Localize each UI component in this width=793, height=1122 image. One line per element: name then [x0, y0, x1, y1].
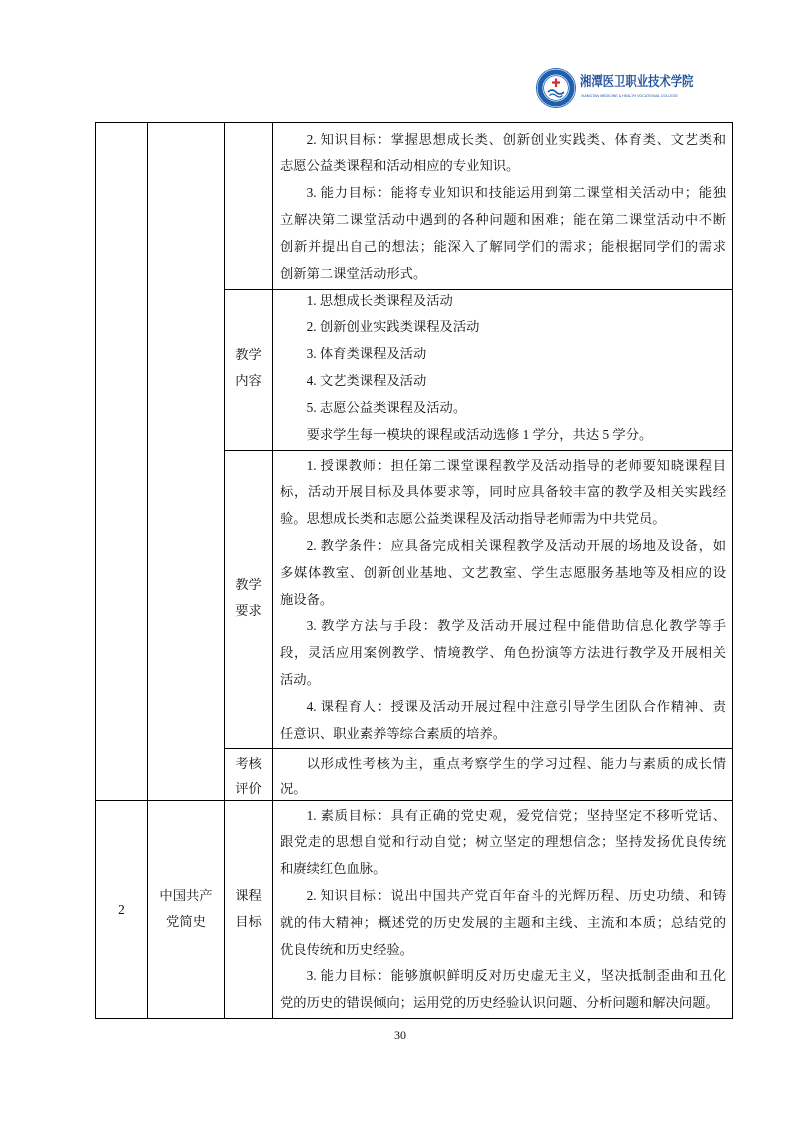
content-line: 1. 授课教师：担任第二课堂课程教学及活动指导的老师要知晓课程目	[306, 457, 726, 473]
row-content-cell	[272, 450, 733, 749]
row-content-cell	[272, 122, 733, 290]
row-label	[225, 883, 272, 937]
row-label-line: 内容	[235, 373, 262, 389]
content-line: 2. 知识目标：说出中国共产党百年奋斗的光辉历程、历史功绩、和铸	[306, 887, 726, 903]
content-line: 创新并提出自己的想法；能深入了解同学们的需求；能根据同学们的需求	[280, 238, 726, 254]
row-label-line: 教学	[235, 346, 262, 362]
content-line: 标，活动开展目标及具体要求等，同时应具备较丰富的教学及相关实践经	[280, 484, 726, 500]
course-objectives-text	[280, 803, 726, 1017]
row-label-line: 评价	[235, 780, 262, 796]
college-name-en: XIANGTAN MEDICINE & HEALTH VOCATIONAL COLLEGE	[581, 94, 678, 99]
content-line: 验。思想成长类和志愿公益类课程及活动指导老师需为中共党员。	[280, 511, 666, 527]
row-label-cell	[224, 122, 273, 290]
row-content-cell	[272, 748, 733, 801]
row-label	[225, 342, 272, 396]
content-line: 施设备。	[280, 591, 334, 607]
content-line: 就的伟大精神；概述党的历史发展的主题和主线、主流和本质；总结党的	[280, 914, 726, 930]
content-line: 1. 素质目标：具有正确的党史观，爱党信党；坚持坚定不移听党话、	[306, 807, 726, 823]
content-line: 跟党走的思想自觉和行动自觉；树立坚定的理想信念；坚持发扬优良传统	[280, 834, 726, 850]
content-line: 5. 志愿公益类课程及活动。	[306, 399, 467, 415]
content-line: 3. 教学方法与手段：教学及活动开展过程中能借助信息化教学等手	[306, 618, 726, 634]
content-line: 以形成性考核为主，重点考察学生的学习过程、能力与素质的成长情	[306, 755, 726, 771]
row-content-cell	[272, 800, 733, 1019]
course-name-cell	[147, 122, 225, 801]
content-line: 况。	[280, 780, 307, 796]
content-line: 段，灵活应用案例教学、情境教学、角色扮演等方法进行教学及开展相关	[280, 645, 726, 661]
content-line: 2. 教学条件：应具备完成相关课程教学及活动开展的场地及设备，如	[306, 537, 726, 553]
content-line: 立解决第二课堂活动中遇到的各种问题和困难；能在第二课堂活动中不断	[280, 211, 726, 227]
page-number: 30	[394, 1028, 406, 1042]
course-name-cell	[147, 800, 225, 1019]
row-label-cell	[224, 450, 273, 749]
row-label-line: 考核	[235, 755, 262, 771]
content-line: 2. 创新创业实践类课程及活动	[306, 319, 480, 335]
teaching-requirements-text	[280, 453, 726, 748]
objectives-text	[280, 127, 726, 288]
content-line: 党的历史的错误倾向；运用党的历史经验认识问题、分析问题和解决问题。	[280, 995, 719, 1011]
content-line: 2. 知识目标：掌握思想成长类、创新创业实践类、体育类、文艺类和	[306, 131, 726, 147]
course-name-line: 党简史	[166, 914, 206, 930]
course-number: 2	[118, 901, 125, 917]
row-label-line: 要求	[235, 603, 262, 619]
teaching-content-text	[280, 288, 726, 449]
course-name	[148, 883, 224, 937]
content-line: 活动。	[280, 671, 320, 687]
row-label	[225, 572, 272, 626]
content-line: 创新第二课堂活动形式。	[280, 265, 427, 281]
course-name-line: 中国共产	[159, 887, 213, 903]
row-label-line: 教学	[235, 576, 262, 592]
row-content-cell	[272, 289, 733, 451]
content-line: 3. 能力目标：能够旗帜鲜明反对历史虚无主义，坚决抵制歪曲和丑化	[306, 968, 726, 984]
row-label-cell	[224, 748, 273, 801]
row-label-cell	[224, 289, 273, 451]
content-line: 3. 体育类课程及活动	[306, 346, 427, 362]
content-line: 要求学生每一模块的课程或活动选修 1 学分，共达 5 学分。	[306, 426, 653, 442]
college-name-cn: 湘潭医卫职业技术学院	[580, 74, 694, 90]
content-line: 4. 课程育人：授课及活动开展过程中注意引导学生团队合作精神、责	[306, 698, 726, 714]
row-label-line: 目标	[235, 914, 262, 930]
row-label-line: 课程	[235, 887, 262, 903]
content-line: 4. 文艺类课程及活动	[306, 373, 427, 388]
number-cell	[95, 122, 148, 801]
content-line: 志愿公益类课程和活动相应的专业知识。	[280, 158, 520, 174]
number-cell	[95, 800, 148, 1019]
assessment-text	[280, 751, 726, 801]
content-line: 优良传统和历史经验。	[280, 941, 413, 957]
content-line: 和赓续红色血脉。	[280, 861, 387, 877]
content-line: 任意识、职业素养等综合素质的培养。	[280, 725, 507, 741]
content-line: 多媒体教室、创新创业基地、文艺教室、学生志愿服务基地等及相应的设	[280, 564, 726, 580]
content-line: 1. 思想成长类课程及活动	[306, 292, 453, 308]
college-emblem-icon	[535, 67, 577, 109]
row-label-cell	[224, 800, 273, 1019]
content-line: 3. 能力目标：能将专业知识和技能运用到第二课堂相关活动中；能独	[306, 185, 726, 201]
row-label	[225, 751, 272, 801]
